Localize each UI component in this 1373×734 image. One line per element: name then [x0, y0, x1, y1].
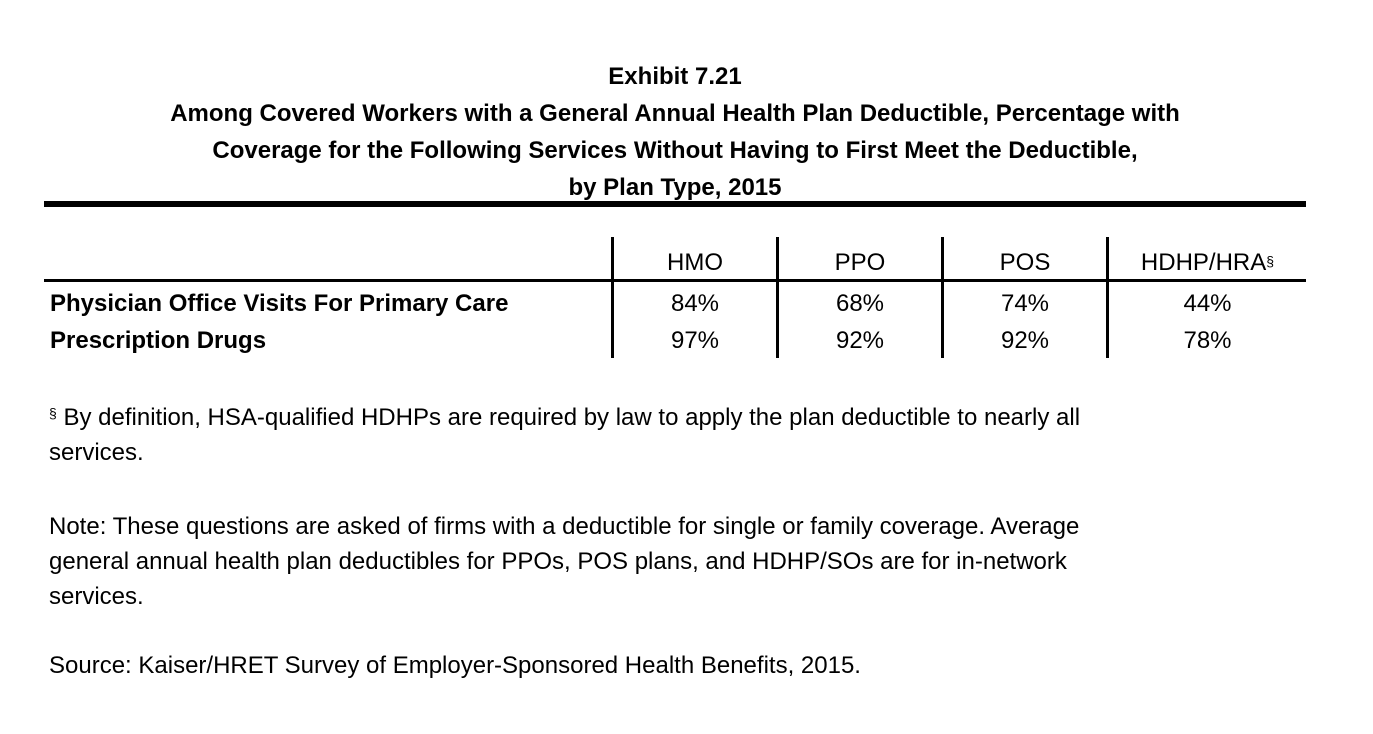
column-header-label: HDHP/HRA — [1140, 249, 1267, 276]
exhibit-title-block — [0, 58, 1350, 206]
table-cell: 44% — [1183, 290, 1232, 317]
column-header-ppo — [779, 248, 941, 278]
column-header-hdhp-hra — [1109, 248, 1306, 278]
section-marker: § — [49, 405, 57, 421]
header-rule — [44, 279, 1306, 282]
footnote-text: By definition, HSA-qualified HDHPs are required by law to apply the plan deductible to nearly all — [63, 404, 1081, 431]
note-line-2: general annual health plan deductibles for PPOs, POS plans, and HDHP/SOs are for in-network — [49, 548, 1067, 575]
row-label-physician-visits: Physician Office Visits For Primary Care — [50, 290, 509, 317]
exhibit-subtitle-line-1: Among Covered Workers with a General Annual Health Plan Deductible, Percentage with — [170, 100, 1180, 127]
exhibit-subtitle-line-2: Coverage for the Following Services Without Having to First Meet the Deductible, — [212, 137, 1138, 164]
table-cell: 84% — [670, 290, 720, 317]
column-header-hmo — [614, 248, 776, 278]
footnote-line-2: services. — [49, 439, 144, 466]
table-cell: 74% — [1000, 290, 1050, 317]
source-line: Source: Kaiser/HRET Survey of Employer-Sponsored Health Benefits, 2015. — [49, 652, 861, 679]
note-line-3: services. — [49, 583, 144, 610]
note-paragraph — [49, 509, 1079, 614]
column-header-label: HMO — [667, 249, 723, 276]
table-cell: 97% — [670, 327, 720, 354]
table-cell: 68% — [835, 290, 885, 317]
exhibit-subtitle-line-3: by Plan Type, 2015 — [568, 174, 782, 201]
table-cell: 92% — [835, 327, 885, 354]
row-label-prescription-drugs: Prescription Drugs — [50, 327, 267, 354]
column-header-label: PPO — [834, 249, 886, 276]
column-header-pos — [944, 248, 1106, 278]
section-footnote — [49, 400, 1080, 470]
footnote-line-1 — [49, 400, 1080, 435]
exhibit-title: Exhibit 7.21 — [608, 63, 742, 90]
column-header-label: POS — [999, 249, 1051, 276]
table-cell: 78% — [1183, 327, 1232, 354]
note-line-1: Note: These questions are asked of firms with a deductible for single or family coverage. Average — [49, 513, 1080, 540]
section-marker: § — [1266, 253, 1275, 269]
table-cell: 92% — [1000, 327, 1050, 354]
top-rule — [44, 201, 1306, 207]
